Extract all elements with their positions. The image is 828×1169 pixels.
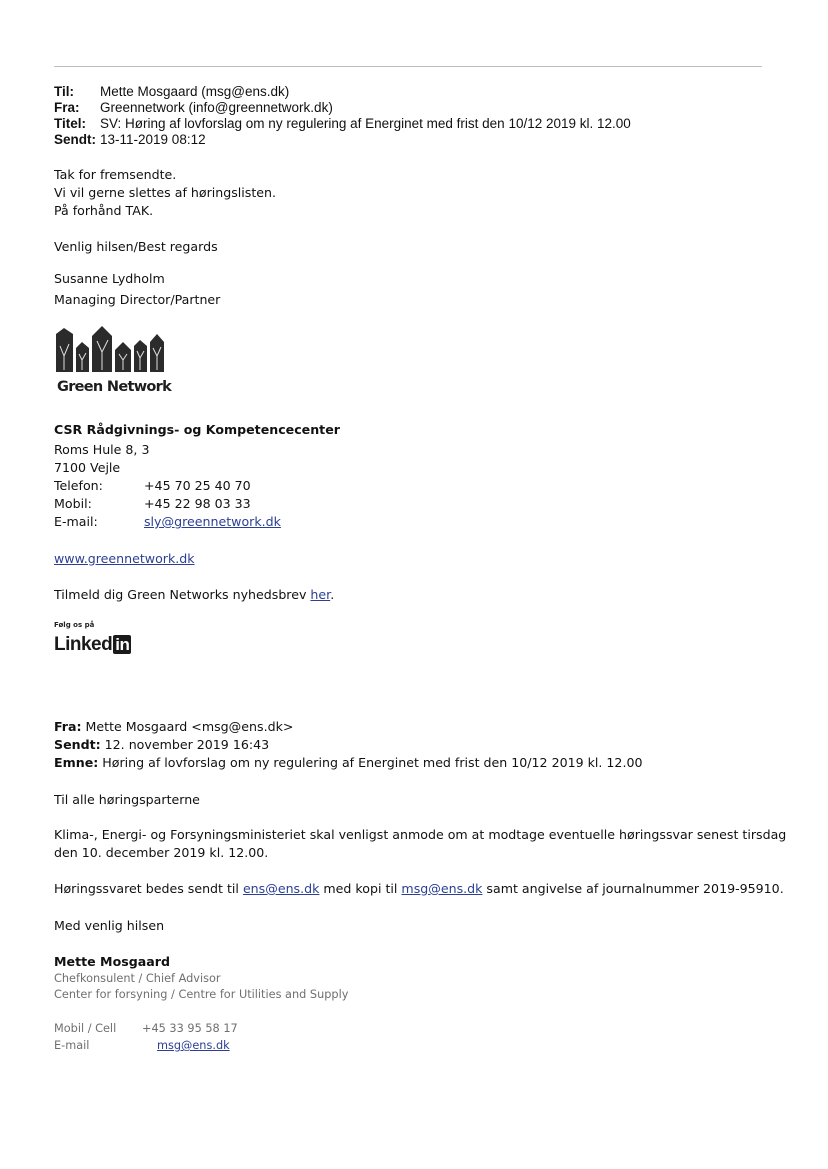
para2-text-b: med kopi til [319, 881, 402, 896]
orig-from-value: Mette Mosgaard <msg@ens.dk> [81, 719, 294, 734]
orig-para2 [54, 880, 784, 898]
email-row [54, 513, 281, 531]
city-buildings-logo-icon [54, 326, 166, 376]
follow-label: Følg os på [54, 621, 95, 629]
reply-line1: Tak for fremsendte. [54, 167, 177, 182]
from-value: Greennetwork (info@greennetwork.dk) [100, 100, 333, 115]
address-line2: 7100 Vejle [54, 460, 121, 475]
to-value: Mette Mosgaard (msg@ens.dk) [100, 84, 290, 99]
phone-value: +45 70 25 40 70 [144, 478, 251, 493]
orig-para1-line2: den 10. december 2019 kl. 12.00. [54, 845, 269, 860]
orig-sent-value: 12. november 2019 16:43 [100, 737, 270, 752]
mobile-label: Mobil: [54, 496, 92, 511]
orig-from-label: Fra: [54, 719, 82, 734]
para2-text-c: samt angivelse af journalnummer 2019-95910. [482, 881, 784, 896]
mobile-row [54, 495, 251, 513]
mobile-value: +45 22 98 03 33 [144, 496, 251, 511]
phone-row [54, 477, 251, 495]
orig-para1-line1: Klima-, Energi- og Forsyningsministeriet skal venligst anmode om at modtage eventuelle høringssvar senest tirsdag [54, 827, 787, 842]
orig-sent [54, 736, 269, 754]
newsletter-end: . [330, 587, 335, 602]
newsletter-row [54, 586, 334, 604]
from-label: Fra: [54, 100, 80, 115]
sig-mobile-value: +45 33 95 58 17 [142, 1022, 238, 1035]
reply-line2: Vi vil gerne slettes af høringslisten. [54, 185, 277, 200]
title-value: SV: Høring af lovforslag om ny regulering af Energinet med frist den 10/12 2019 kl. 12.00 [100, 116, 631, 131]
website-row [54, 550, 195, 568]
to-label: Til: [54, 84, 74, 99]
linkedin-logo[interactable] [54, 634, 131, 656]
orig-subject-label: Emne: [54, 755, 99, 770]
header-sent [54, 132, 206, 148]
website-link[interactable]: www.greennetwork.dk [54, 551, 195, 566]
ens-email-link[interactable]: ens@ens.dk [242, 881, 320, 896]
phone-label: Telefon: [54, 478, 103, 493]
sig-email-label: E-mail [54, 1039, 90, 1052]
title-label: Titel: [54, 116, 87, 131]
sent-value: 13-11-2019 08:12 [100, 132, 206, 147]
reply-role: Managing Director/Partner [54, 292, 221, 307]
orig-subject [54, 754, 642, 772]
header-to [54, 84, 289, 100]
orig-greeting: Til alle høringsparterne [54, 792, 200, 807]
header-title [54, 116, 631, 132]
sig-name: Mette Mosgaard [54, 954, 170, 969]
sig-email-link[interactable]: msg@ens.dk [157, 1039, 230, 1052]
reply-name: Susanne Lydholm [54, 271, 165, 286]
newsletter-text: Tilmeld dig Green Networks nyhedsbrev [54, 587, 311, 602]
orig-from [54, 718, 293, 736]
sig-dept: Center for forsyning / Centre for Utilities and Supply [54, 988, 349, 1001]
msg-email-link[interactable]: msg@ens.dk [401, 881, 483, 896]
para2-text-a: Høringssvaret bedes sendt til [54, 881, 243, 896]
newsletter-link[interactable]: her [310, 587, 331, 602]
sig-mobile-label: Mobil / Cell [54, 1022, 117, 1035]
sig-title: Chefkonsulent / Chief Advisor [54, 972, 221, 985]
header-from [54, 100, 333, 116]
sig-mobile-row [54, 1021, 238, 1037]
orig-closing: Med venlig hilsen [54, 918, 165, 933]
orig-subject-value: Høring af lovforslag om ny regulering af Energinet med frist den 10/12 2019 kl. 12.00 [98, 755, 643, 770]
sig-email-row [54, 1038, 230, 1054]
address-line1: Roms Hule 8, 3 [54, 442, 150, 457]
email-link[interactable]: sly@greennetwork.dk [144, 514, 281, 529]
linkedin-in-icon: in [115, 635, 130, 654]
reply-closing: Venlig hilsen/Best regards [54, 239, 218, 254]
linkedin-text: Linked [54, 634, 113, 655]
reply-line3: På forhånd TAK. [54, 203, 154, 218]
company-name: CSR Rådgivnings- og Kompetencecenter [54, 422, 340, 437]
orig-sent-label: Sendt: [54, 737, 101, 752]
sent-label: Sendt: [54, 132, 96, 147]
email-label: E-mail: [54, 514, 98, 529]
logo-text: Green Network [57, 379, 172, 395]
divider-line [54, 66, 762, 67]
